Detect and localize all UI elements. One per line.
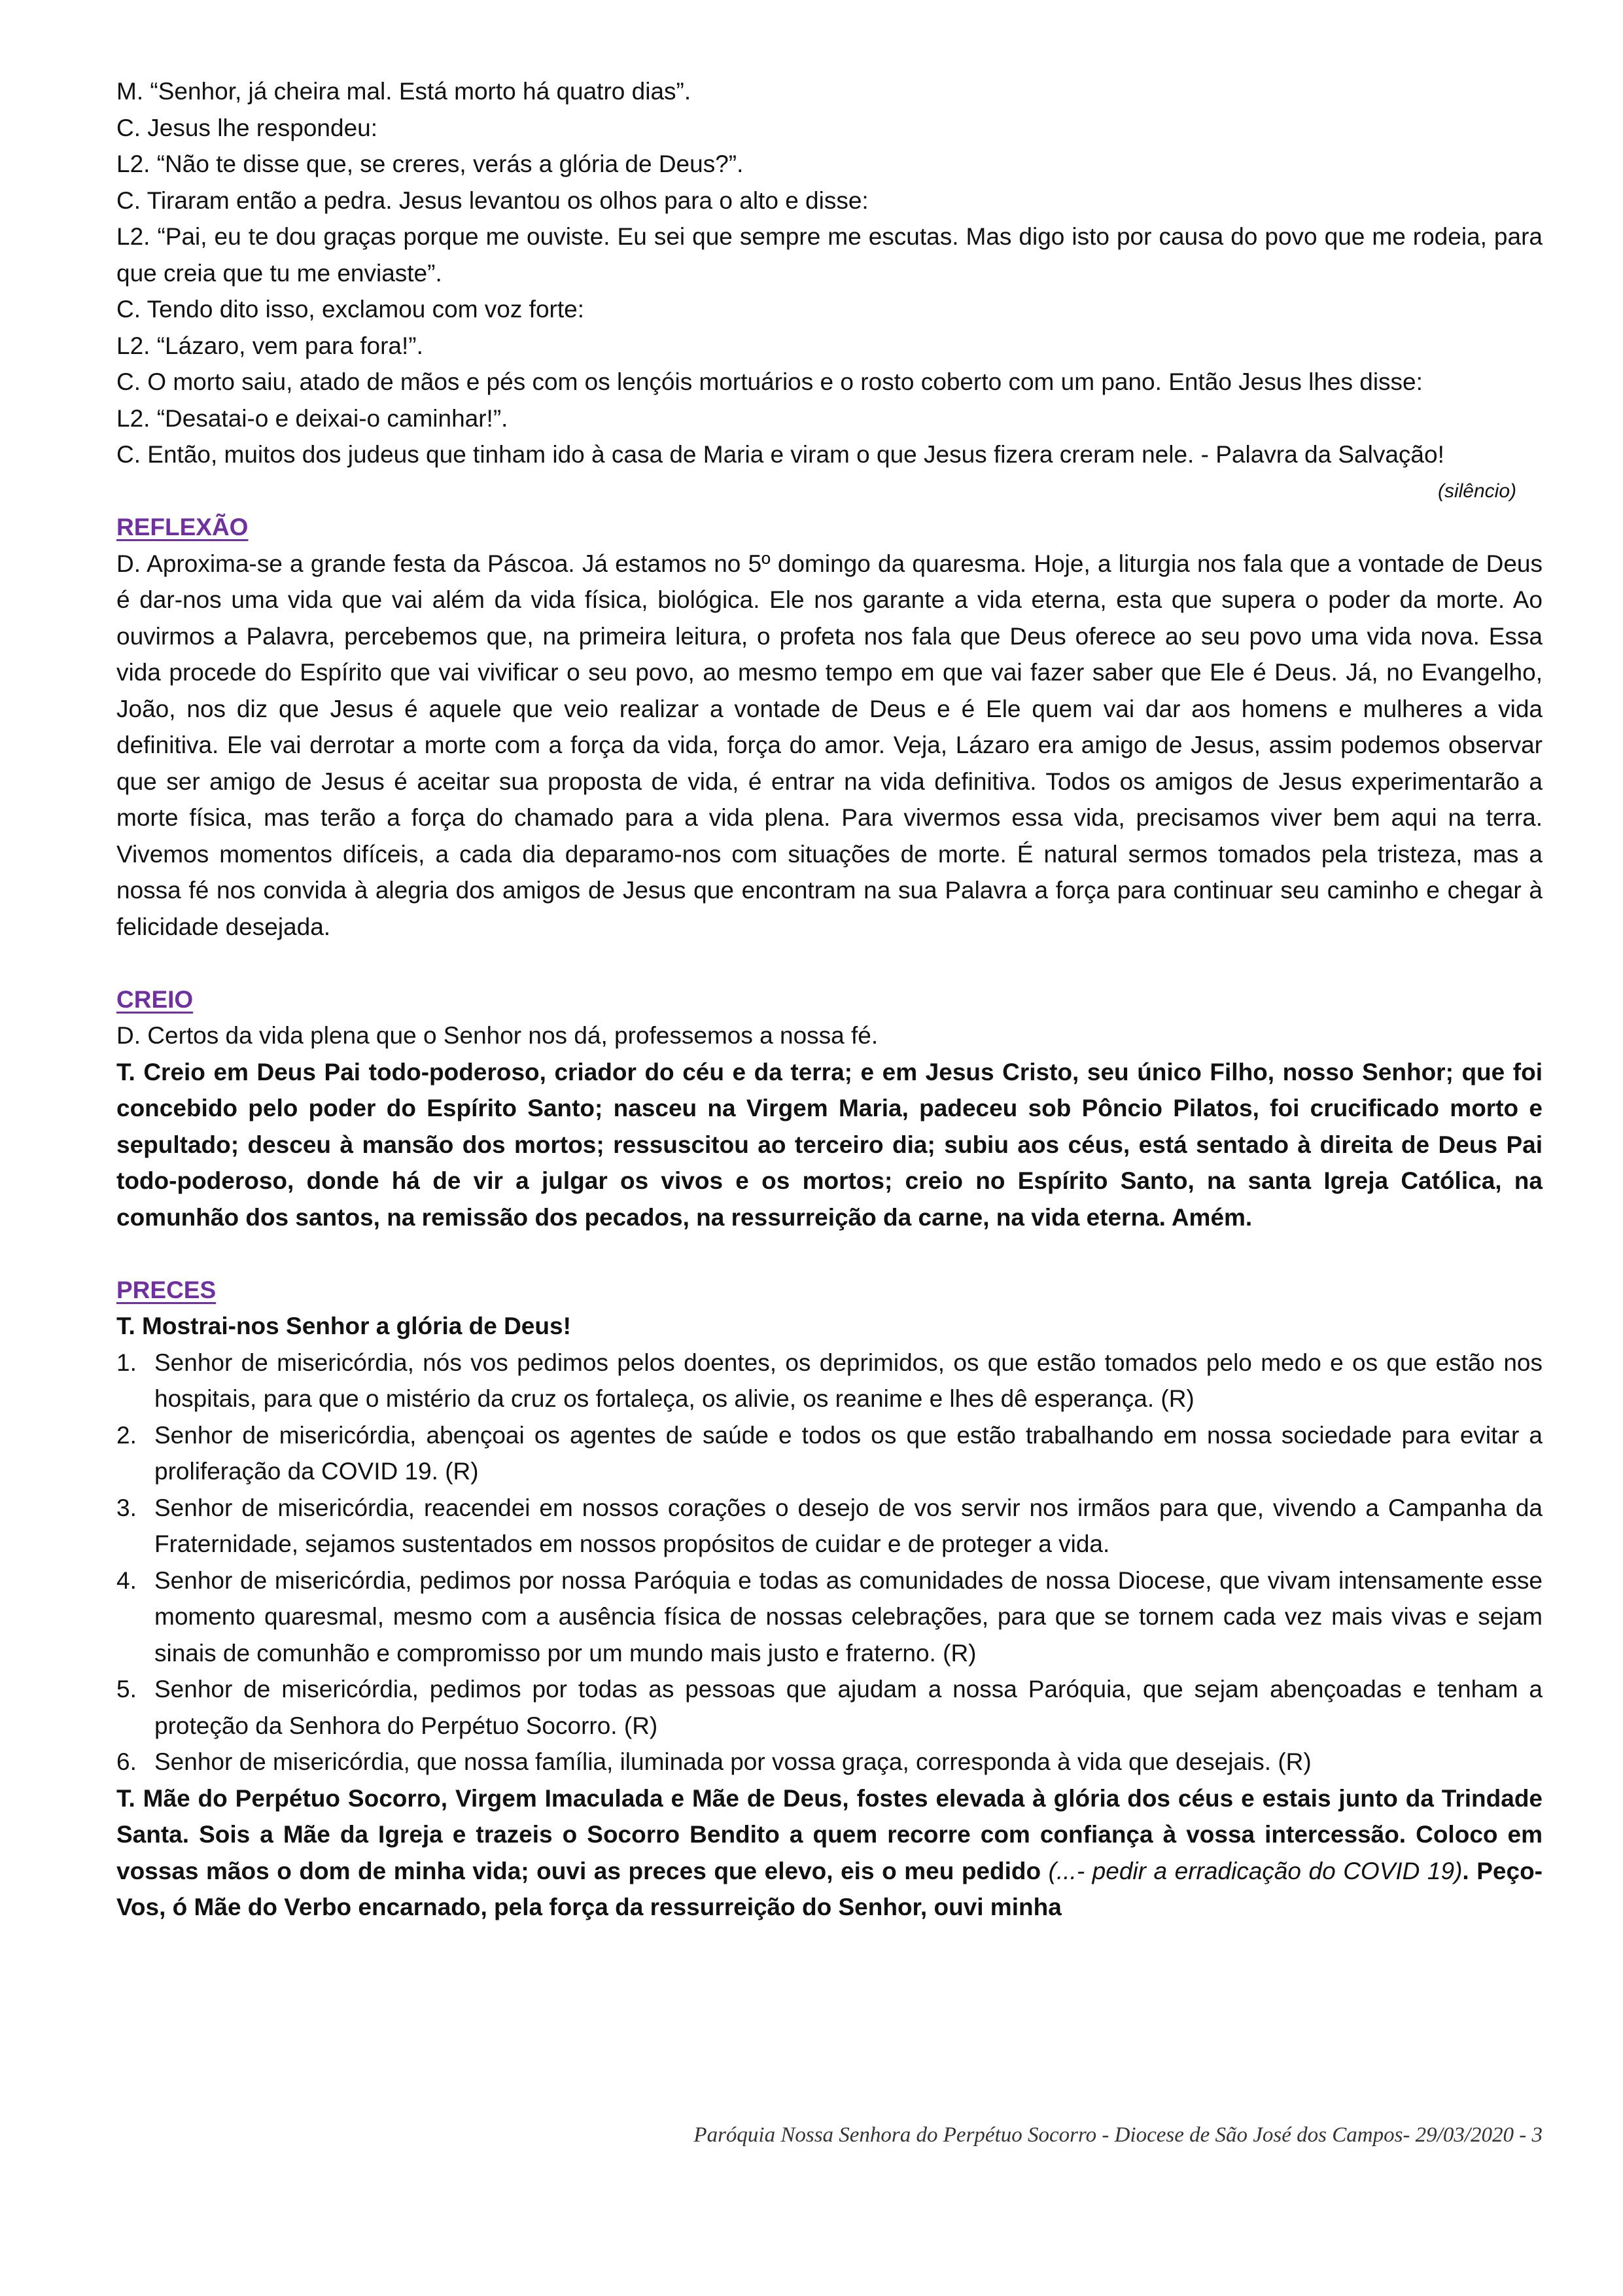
list-item — [116, 1671, 1543, 1744]
creio-intro: D. Certos da vida plena que o Senhor nos dá, professemos a nossa fé. — [116, 1022, 879, 1049]
list-item — [116, 1345, 1543, 1417]
list-item — [116, 1563, 1543, 1672]
preces-list — [116, 1345, 1543, 1780]
list-number: 1. — [116, 1349, 137, 1376]
list-item — [116, 1744, 1543, 1780]
reading-line: C. Tiraram então a pedra. Jesus levantou os olhos para o alto e disse: — [116, 186, 869, 214]
list-item — [116, 1490, 1543, 1563]
list-number: 4. — [116, 1566, 137, 1594]
list-number: 2. — [116, 1421, 137, 1449]
list-number: 6. — [116, 1748, 137, 1775]
preces-response: T. Mostrai-nos Senhor a glória de Deus! — [116, 1313, 571, 1339]
creio-section — [116, 981, 1543, 1236]
list-item — [116, 1417, 1543, 1490]
reflexao-text: D. Aproxima-se a grande festa da Páscoa. Já estamos no 5º domingo da quaresma. Hoje, a liturgia nos fala que a vontade de Deus é dar-nos uma vida que vai além da vida física, biológica. Ele nos garante a vida eterna, esta que supera o poder da morte. Ao ouvirmos a Palavra, percebemos que, na primeira leitura, o profeta nos fala que Deus oferece ao seu povo uma vida nova. Essa vida procede do Espírito que vai vivificar o seu povo, ao mesmo tempo em que vai fazer saber que Ele é Deus. Já, no Evangelho, João, nos diz que Jesus é aquele que veio realizar a vontade de Deus e é Ele quem vai dar aos homens e mulheres a vida definitiva. Ele vai derrotar a morte com a força da vida, força do amor. Veja, Lázaro era amigo de Jesus, assim podemos observar que ser amigo de Jesus é aceitar sua proposta de vida, é entrar na vida definitiva. Todos os amigos de Jesus experimentarão a morte física, mas terão a força do chamado para a vida plena. Para vivermos essa vida, precisamos viver bem aqui na terra. Vivemos momentos difíceis, a cada dia deparamo-nos com situações de morte. É natural sermos tomados pela tristeza, mas a nossa fé nos convida à alegria dos amigos de Jesus que encontram na sua Palavra a força para continuar seu caminho e chegar à felicidade desejada. — [116, 550, 1543, 940]
reading-line: L2. “Desatai-o e deixai-o caminhar!”. — [116, 404, 508, 432]
reading-line: C. O morto saiu, atado de mãos e pés com os lençóis mortuários e o rosto coberto com um pano. Então Jesus lhes disse: — [116, 368, 1423, 395]
prayer-part-1: T. Mãe do Perpétuo Socorro, Virgem Imaculada e Mãe de Deus, fostes elevada à glória dos céus e estais junto da Trindade Santa. Sois a Mãe da Igreja e trazeis o Socorro Bendito a quem recorre com confiança à vossa intercessão. Coloco em vossas mãos o dom de minha vida; ouvi as preces que elevo, eis o meu pedido — [116, 1784, 1543, 1884]
silence-note: (silêncio) — [1437, 480, 1516, 502]
list-text: Senhor de misericórdia, reacendei em nossos corações o desejo de vos servir nos irmãos para que, vivendo a Campanha da Fraternidade, sejamos sustentados em nossos propósitos de cuidar e de proteger a vida. — [154, 1494, 1543, 1557]
list-text: Senhor de misericórdia, que nossa família, iluminada por vossa graça, corresponda à vida que desejais. (R) — [154, 1748, 1312, 1775]
reading-line-final — [116, 436, 1543, 502]
list-text: Senhor de misericórdia, pedimos por todas as pessoas que ajudam a nossa Paróquia, que sejam abençoadas e tenham a proteção da Senhora do Perpétuo Socorro. (R) — [154, 1676, 1543, 1739]
reading-line: L2. “Não te disse que, se creres, verás a glória de Deus?”. — [116, 150, 744, 177]
list-text: Senhor de misericórdia, abençoai os agentes de saúde e todos os que estão trabalhando em nossa sociedade para evitar a proliferação da COVID 19. (R) — [154, 1421, 1543, 1485]
reading-line: L2. “Pai, eu te dou graças porque me ouviste. Eu sei que sempre me escutas. Mas digo isto por causa do povo que me rodeia, para que creia que tu me enviaste”. — [116, 223, 1543, 287]
gospel-reading — [116, 73, 1543, 502]
marian-prayer — [116, 1780, 1543, 1926]
reflexao-heading: REFLEXÃO — [116, 514, 249, 540]
reading-line: C. Tendo dito isso, exclamou com voz forte: — [116, 296, 584, 323]
reflexao-section — [116, 509, 1543, 945]
reading-line: L2. “Lázaro, vem para fora!”. — [116, 332, 423, 359]
reading-line: C. Jesus lhe respondeu: — [116, 114, 378, 141]
creio-heading: CREIO — [116, 985, 194, 1013]
reading-line: M. “Senhor, já cheira mal. Está morto há quatro dias”. — [116, 78, 691, 105]
preces-section — [116, 1272, 1543, 1926]
page-footer: Paróquia Nossa Senhora do Perpétuo Socorro - Diocese de São José dos Campos- 29/03/2020 - 3 — [693, 2123, 1543, 2147]
list-number: 3. — [116, 1494, 137, 1521]
creed-text: T. Creio em Deus Pai todo-poderoso, criador do céu e da terra; e em Jesus Cristo, seu único Filho, nosso Senhor; que foi concebido pelo poder do Espírito Santo; nasceu na Virgem Maria, padeceu sob Pôncio Pilatos, foi crucificado morto e sepultado; desceu à mansão dos mortos; ressuscitou ao terceiro dia; subiu aos céus, está sentado à direita de Deus Pai todo-poderoso, donde há de vir a julgar os vivos e os mortos; creio no Espírito Santo, na santa Igreja Católica, na comunhão dos santos, na remissão dos pecados, na ressurreição da carne, na vida eterna. Amém. — [116, 1058, 1543, 1231]
prayer-part-2: . Peço-Vos, ó Mãe do Verbo encarnado, pela força da ressurreição do Senhor, ouvi minha — [116, 1857, 1543, 1920]
list-text: Senhor de misericórdia, nós vos pedimos pelos doentes, os deprimidos, os que estão tomados pelo medo e os que estão nos hospitais, para que o mistério da cruz os fortaleça, os alivie, os reanime e lhes dê esperança. (R) — [154, 1349, 1543, 1412]
document-page — [116, 73, 1543, 1926]
list-number: 5. — [116, 1676, 137, 1703]
reading-final-text: C. Então, muitos dos judeus que tinham ido à casa de Maria e viram o que Jesus fizera creram nele. - Palavra da Salvação! — [116, 441, 1444, 468]
prayer-italic-note: (...- pedir a erradicação do COVID 19) — [1041, 1857, 1463, 1884]
preces-heading: PRECES — [116, 1276, 217, 1303]
list-text: Senhor de misericórdia, pedimos por nossa Paróquia e todas as comunidades de nossa Diocese, que vivam intensamente esse momento quaresmal, mesmo com a ausência física de nossas celebrações, para que se tornem cada vez mais vivas e sejam sinais de comunhão e compromisso por um mundo mais justo e fraterno. (R) — [154, 1566, 1543, 1667]
